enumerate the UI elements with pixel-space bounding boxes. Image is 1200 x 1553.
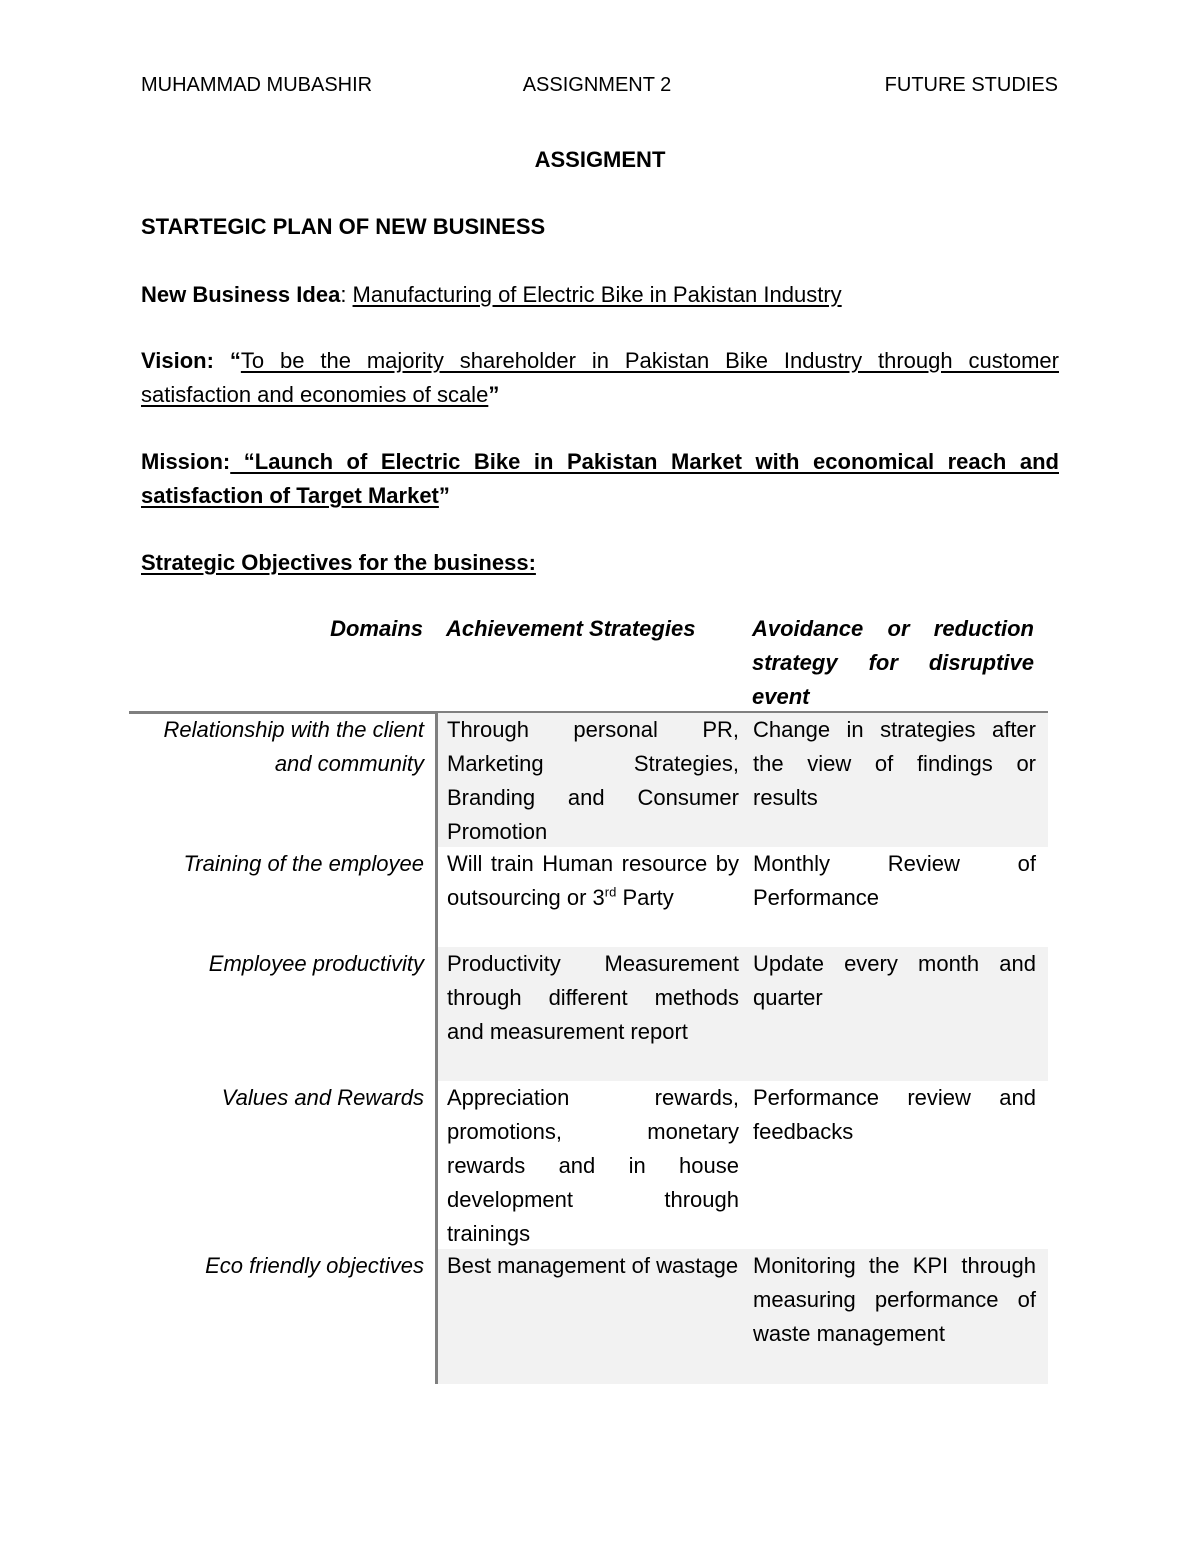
- table-row: [129, 1081, 1048, 1249]
- header-course: FUTURE STUDIES: [884, 74, 1058, 96]
- ordinal-suffix: rd: [604, 884, 617, 900]
- cell-achievement: [438, 847, 744, 947]
- cell-domain: Values and Rewards: [221, 1085, 424, 1110]
- cell-achievement-text: Productivity Measurement through different methods and measurement report: [447, 951, 739, 1044]
- achievement-text-part: Will train Human resource by outsourcing or 3: [447, 851, 739, 910]
- cell-avoidance-text: Monthly Review of Performance: [753, 851, 1036, 910]
- cell-achievement: [438, 947, 744, 1081]
- table-row: [129, 1249, 1048, 1384]
- cell-avoidance-text: Monitoring the KPI through measuring performance of waste management: [753, 1253, 1036, 1346]
- cell-domain: Employee productivity: [208, 951, 424, 976]
- vision-statement: [141, 344, 1059, 412]
- table-row: [129, 947, 1048, 1081]
- col-header-avoidance: Avoidance or reduction strategy for disruptive event: [752, 616, 1034, 709]
- mission-text: “Launch of Electric Bike in Pakistan Market with economical reach and satisfaction of Target Market: [141, 449, 1059, 508]
- header-author: MUHAMMAD MUBASHIR: [141, 74, 373, 96]
- col-header-domains: Domains: [330, 616, 423, 641]
- mission-label: Mission:: [141, 449, 231, 474]
- cell-avoidance-text: Performance review and feedbacks: [753, 1085, 1036, 1144]
- cell-avoidance: [744, 713, 1048, 847]
- business-idea: [141, 278, 1059, 312]
- vision-close-quote: ”: [488, 382, 500, 407]
- table-column-rule: [435, 713, 438, 1384]
- table-row: [129, 847, 1048, 947]
- cell-achievement-text: Appreciation rewards, promotions, monetary rewards and in house development through trainings: [447, 1085, 739, 1246]
- vision-label: Vision:: [141, 348, 214, 373]
- mission-close-quote: ”: [438, 483, 450, 508]
- cell-avoidance-text: Change in strategies after the view of findings or results: [753, 717, 1036, 810]
- table-row: [129, 713, 1048, 847]
- cell-achievement: [438, 713, 744, 847]
- achievement-text-part: Party: [616, 885, 674, 910]
- document-title: ASSIGMENT: [534, 147, 666, 172]
- cell-avoidance: [744, 947, 1048, 1081]
- cell-domain: Training of the employee: [183, 851, 424, 876]
- business-idea-value: Manufacturing of Electric Bike in Pakistan Industry: [352, 282, 842, 307]
- business-idea-sep: :: [340, 282, 353, 307]
- cell-avoidance: [744, 847, 1048, 947]
- plan-heading: STARTEGIC PLAN OF NEW BUSINESS: [141, 214, 546, 239]
- mission-statement: [141, 445, 1059, 513]
- col-header-achievement: Achievement Strategies: [446, 616, 696, 641]
- header-assignment: ASSIGNMENT 2: [522, 74, 672, 96]
- cell-achievement-text: Through personal PR, Marketing Strategies, Branding and Consumer Promotion: [447, 717, 739, 844]
- cell-domain: Relationship with the client and community: [163, 717, 424, 776]
- vision-text: To be the majority shareholder in Pakistan Bike Industry through customer satisfaction and economies of scale: [141, 348, 1059, 407]
- cell-avoidance-text: Update every month and quarter: [753, 951, 1036, 1010]
- objectives-heading: Strategic Objectives for the business:: [141, 550, 536, 575]
- cell-avoidance: [744, 1249, 1048, 1384]
- cell-avoidance: [744, 1081, 1048, 1249]
- cell-achievement: [438, 1249, 744, 1384]
- business-idea-label: New Business Idea: [141, 282, 341, 307]
- objectives-table-header: [141, 612, 1046, 712]
- cell-achievement: [438, 1081, 744, 1249]
- cell-domain: Eco friendly objectives: [205, 1253, 424, 1278]
- cell-achievement-text: Best management of wastage: [447, 1253, 739, 1278]
- cell-achievement-text: [447, 847, 739, 915]
- vision-open-quote: “: [213, 348, 241, 373]
